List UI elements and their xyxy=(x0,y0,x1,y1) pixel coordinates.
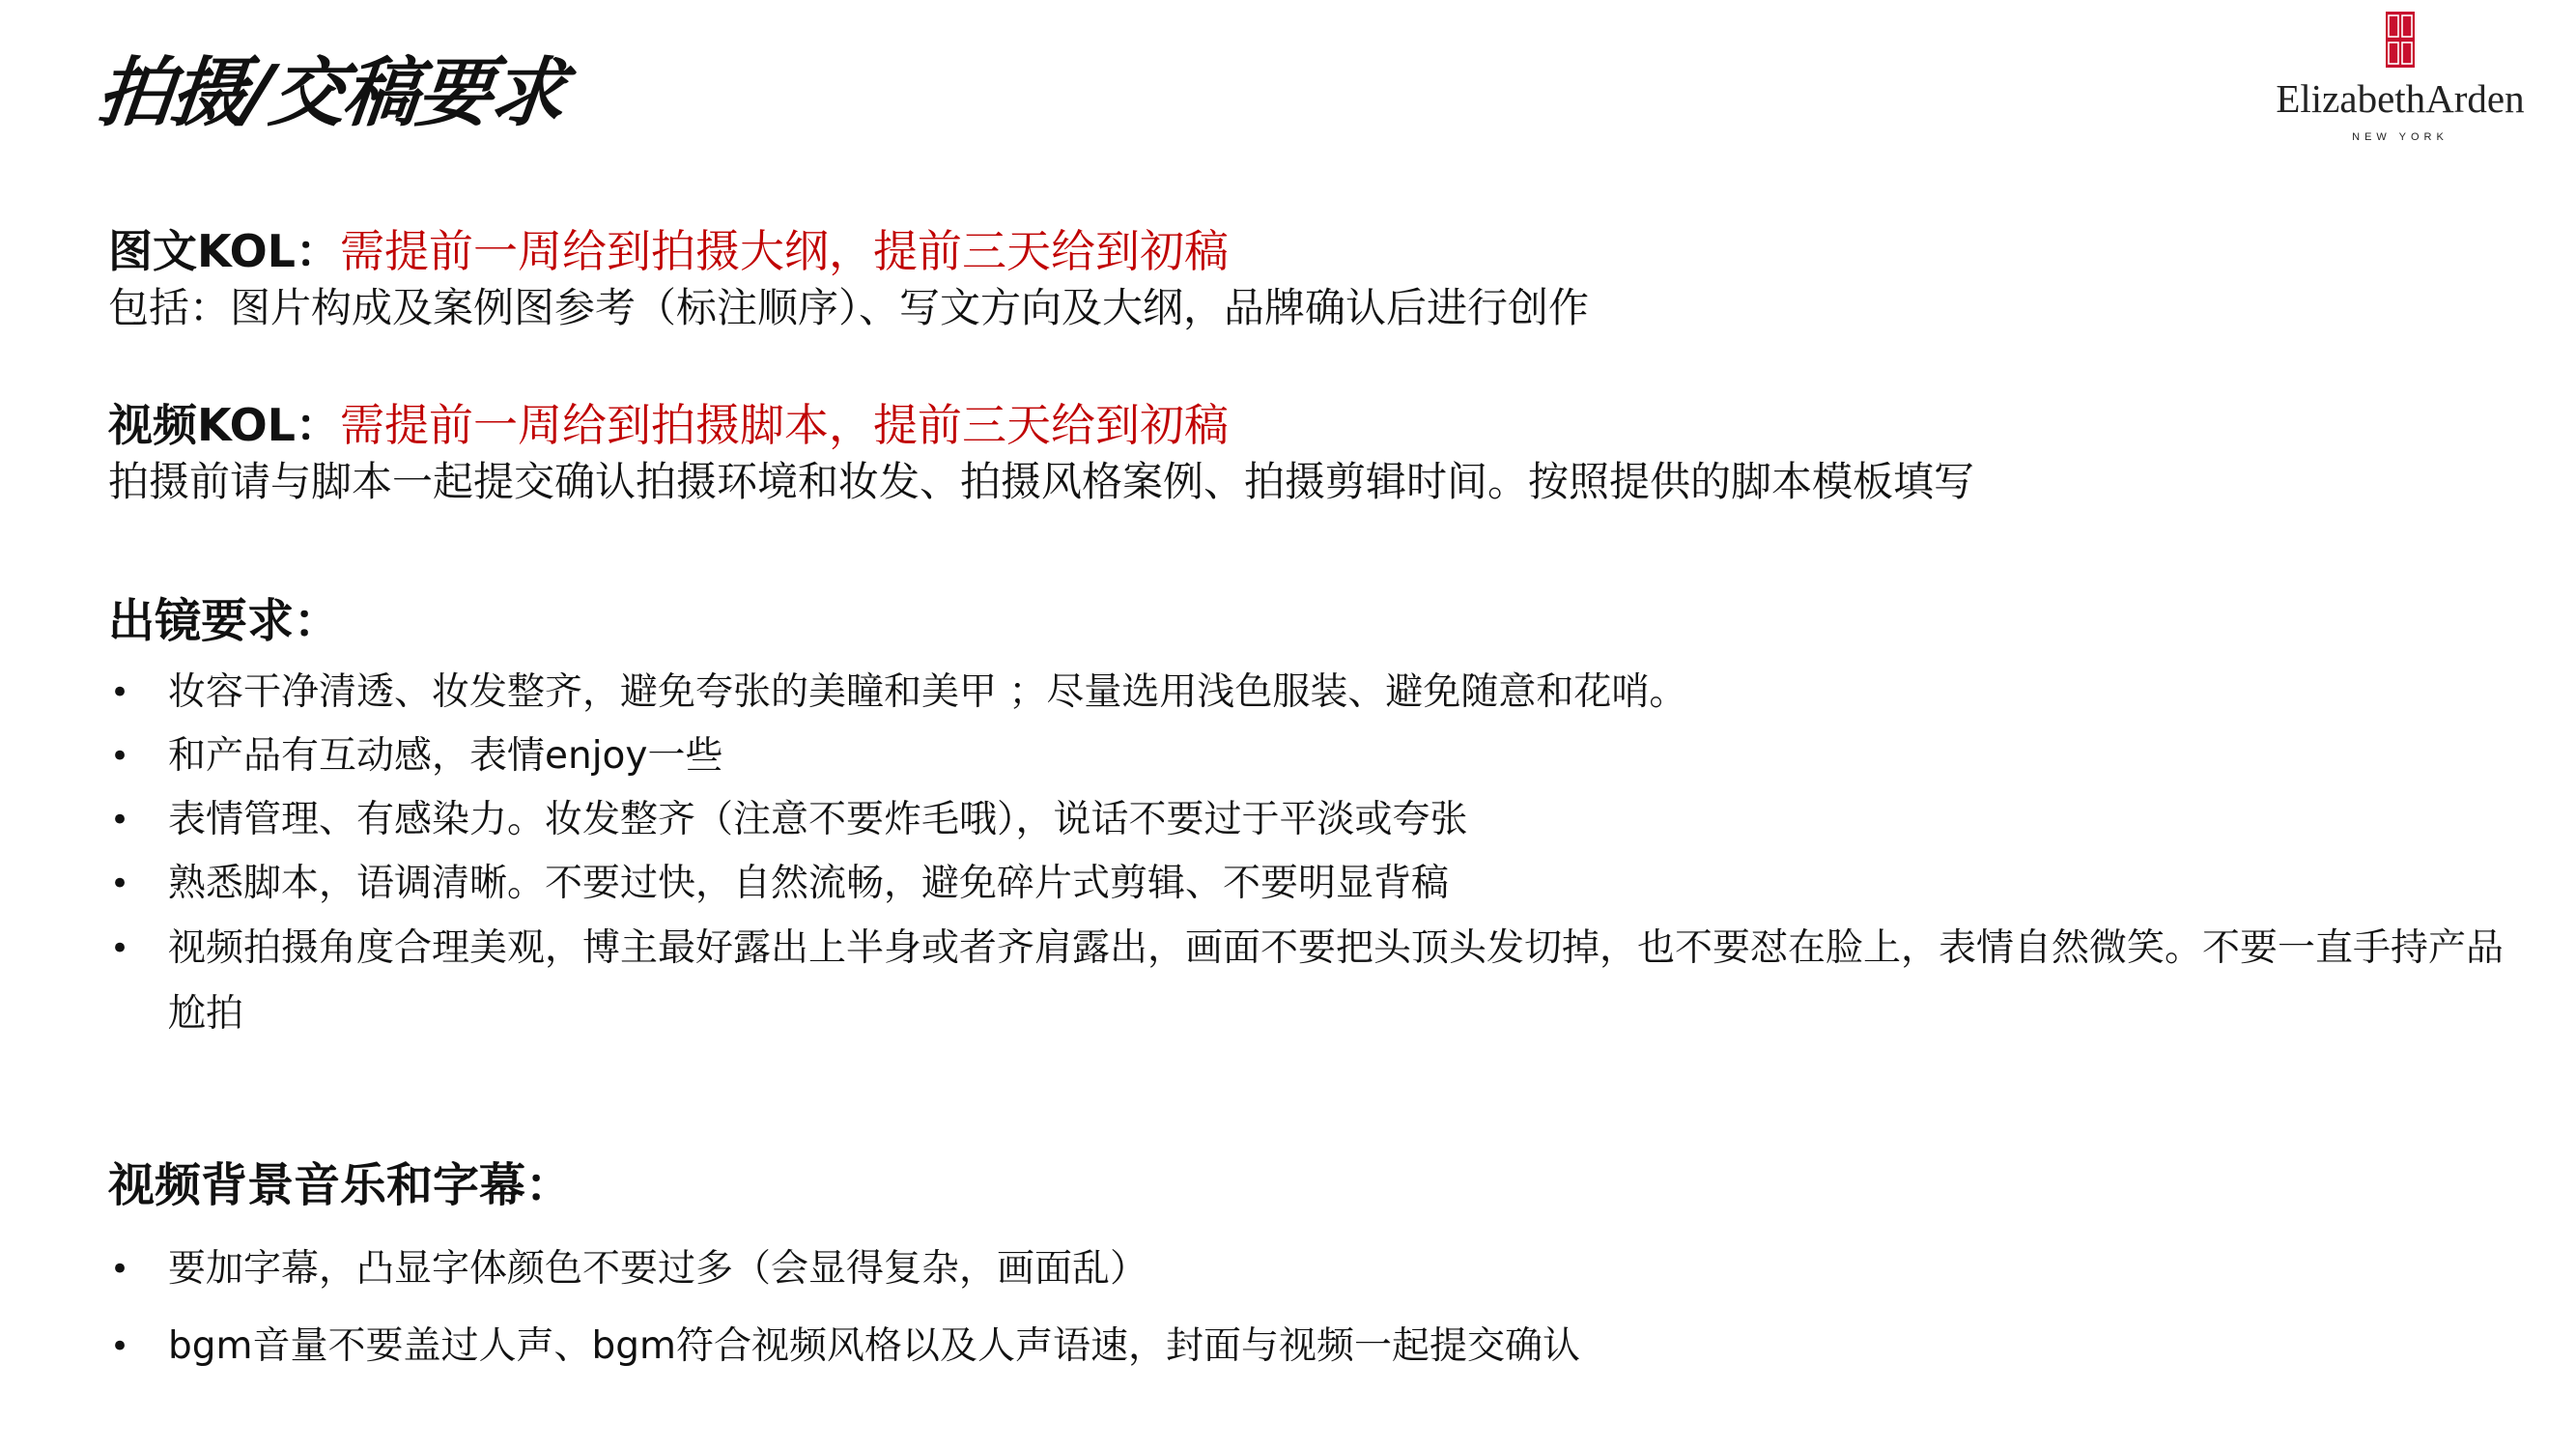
music-subtitles-section xyxy=(108,1155,1580,1385)
list-item: • 表情管理、有感染力。妆发整齐（注意不要炸毛哦），说话不要过于平淡或夸张 xyxy=(108,788,2505,852)
image-text-kol-detail: 包括：图片构成及案例图参考（标注顺序）、写文方向及大纲，品牌确认后进行创作 xyxy=(108,284,1590,331)
video-kol-heading xyxy=(108,396,1974,454)
list-item: • 和产品有互动感，表情enjoy一些 xyxy=(108,724,2505,788)
logo-wordmark: ElizabethArden xyxy=(2276,76,2525,121)
appearance-heading: 出镜要求： xyxy=(108,594,341,648)
bullet-icon: • xyxy=(110,1327,130,1366)
list-item: • 视频拍摄角度合理美观，博主最好露出上半身或者齐肩露出，画面不要把头顶头发切掉，也不要怼在脸上，表情自然微笑。不要一直手持产品尬拍 xyxy=(108,916,2505,1047)
bullet-icon: • xyxy=(110,673,130,712)
image-text-kol-section xyxy=(108,222,1589,336)
image-text-kol-label: 图文KOL： xyxy=(108,225,340,277)
bullet-icon: • xyxy=(110,929,130,968)
list-item: • bgm音量不要盖过人声、bgm符合视频风格以及人声语速，封面与视频一起提交确认 xyxy=(108,1308,1580,1385)
bullet-icon: • xyxy=(110,865,130,903)
appearance-list xyxy=(108,661,2505,1047)
image-text-kol-requirement: 需提前一周给到拍摄大纲，提前三天给到初稿 xyxy=(340,225,1229,277)
bullet-icon: • xyxy=(110,737,130,776)
video-kol-requirement: 需提前一周给到拍摄脚本，提前三天给到初稿 xyxy=(340,399,1229,451)
slide-title: 拍摄/交稿要求 xyxy=(93,50,569,137)
music-subtitles-list xyxy=(108,1231,1580,1385)
list-item: • 熟悉脚本，语调清晰。不要过快，自然流畅，避免碎片式剪辑、不要明显背稿 xyxy=(108,852,2505,916)
logo-subtitle: NEW YORK xyxy=(2352,131,2449,143)
video-kol-label: 视频KOL： xyxy=(108,399,340,451)
video-kol-section xyxy=(108,396,1974,510)
image-text-kol-heading xyxy=(108,222,1589,280)
list-item: • 妆容干净清透、妆发整齐，避免夸张的美瞳和美甲 ；尽量选用浅色服装、避免随意和花哨。 xyxy=(108,661,2505,724)
video-kol-detail: 拍摄前请与脚本一起提交确认拍摄环境和妆发、拍摄风格案例、拍摄剪辑时间。按照提供的脚本模板填写 xyxy=(108,458,1975,505)
bullet-icon: • xyxy=(110,801,130,839)
music-subtitles-heading: 视频背景音乐和字幕： xyxy=(108,1158,573,1212)
bullet-icon: • xyxy=(110,1250,130,1289)
elizabeth-arden-logo xyxy=(2250,12,2550,147)
list-item: • 要加字幕，凸显字体颜色不要过多（会显得复杂，画面乱） xyxy=(108,1231,1580,1308)
appearance-section xyxy=(108,591,2505,1047)
brand-mark-icon xyxy=(2386,12,2415,68)
